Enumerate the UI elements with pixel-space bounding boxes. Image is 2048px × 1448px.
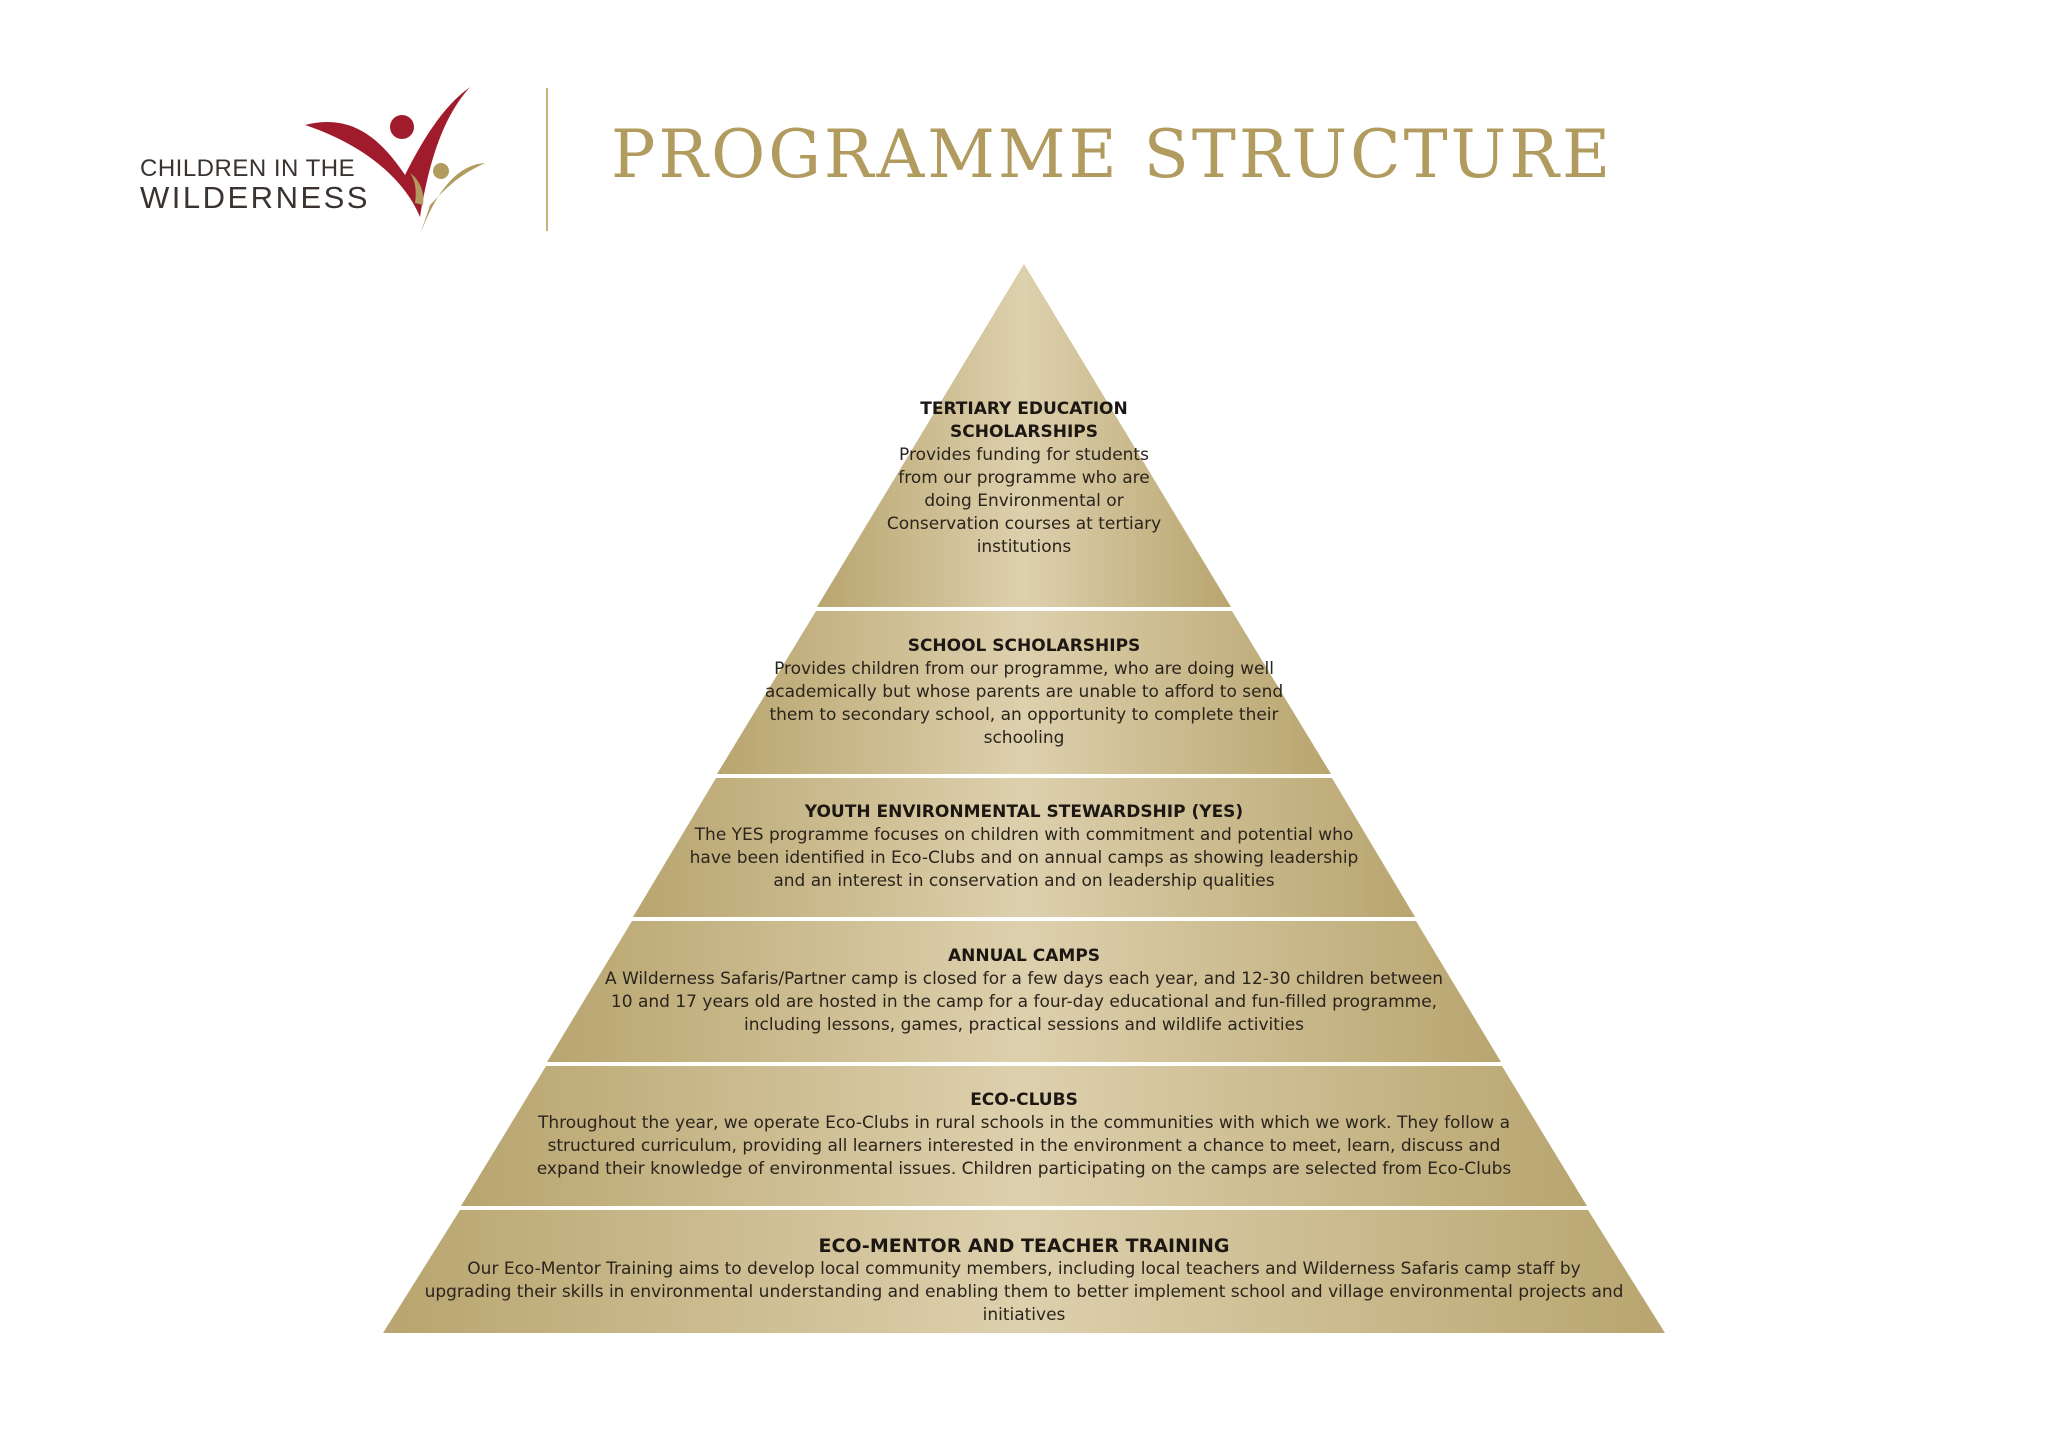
tier-title: ANNUAL CAMPS — [947, 946, 1101, 966]
tier-description: Throughout the year, we operate Eco-Clubs in rural schools in the communities with which we work. They follow a structured curriculum, providing all learners interested in the environment a chance to meet, learn, discuss and expand their knowledge of environmental issues. Children participating on the camps are selected from Eco-Clubs — [536, 1113, 1512, 1179]
tier-description: Provides children from our programme, who are doing well academically but whose parents are unable to afford to send them to secondary school, an opportunity to complete their schooling — [764, 659, 1284, 748]
tier-description: Provides funding for students from our programme who are doing Environmental or Conservation courses at tertiary institutions — [886, 445, 1162, 557]
logo-line-2: WILDERNESS — [140, 180, 370, 215]
tier-description: The YES programme focuses on children with commitment and potential who have been identified in Eco-Clubs and on annual camps as showing leadership and an interest in conservation and on leadership qualities — [689, 825, 1359, 891]
tier-title: SCHOOL SCHOLARSHIPS — [907, 636, 1141, 656]
page-title: PROGRAMME STRUCTURE — [611, 116, 1614, 193]
tier-title: ECO-CLUBS — [970, 1090, 1078, 1110]
tier-description: A Wilderness Safaris/Partner camp is closed for a few days each year, and 12-30 children between 10 and 17 years old are hosted in the camp for a four-day educational and fun-filled programme, including lessons, games, practical sessions and wildlife activities — [604, 969, 1444, 1035]
pyramid-tier-tertiary — [0, 398, 2048, 559]
logo-line-1: CHILDREN IN THE — [140, 155, 356, 182]
tier-description: Our Eco-Mentor Training aims to develop local community members, including local teachers and Wilderness Safaris camp staff by upgrading their skills in environmental understanding and enabling them to better implement school and village environmental projects and initiatives — [424, 1259, 1624, 1325]
pyramid-tier-eco-mentor — [0, 1235, 2048, 1327]
tier-title: TERTIARY EDUCATION SCHOLARSHIPS — [920, 399, 1128, 442]
pyramid-tier-annual-camps — [0, 945, 2048, 1037]
tier-title: ECO-MENTOR AND TEACHER TRAINING — [818, 1235, 1230, 1257]
pyramid-tier-school-scholarships — [0, 635, 2048, 750]
pyramid-tier-yes — [0, 801, 2048, 893]
tier-title: YOUTH ENVIRONMENTAL STEWARDSHIP (YES) — [804, 802, 1244, 822]
pyramid-tier-eco-clubs — [0, 1089, 2048, 1181]
